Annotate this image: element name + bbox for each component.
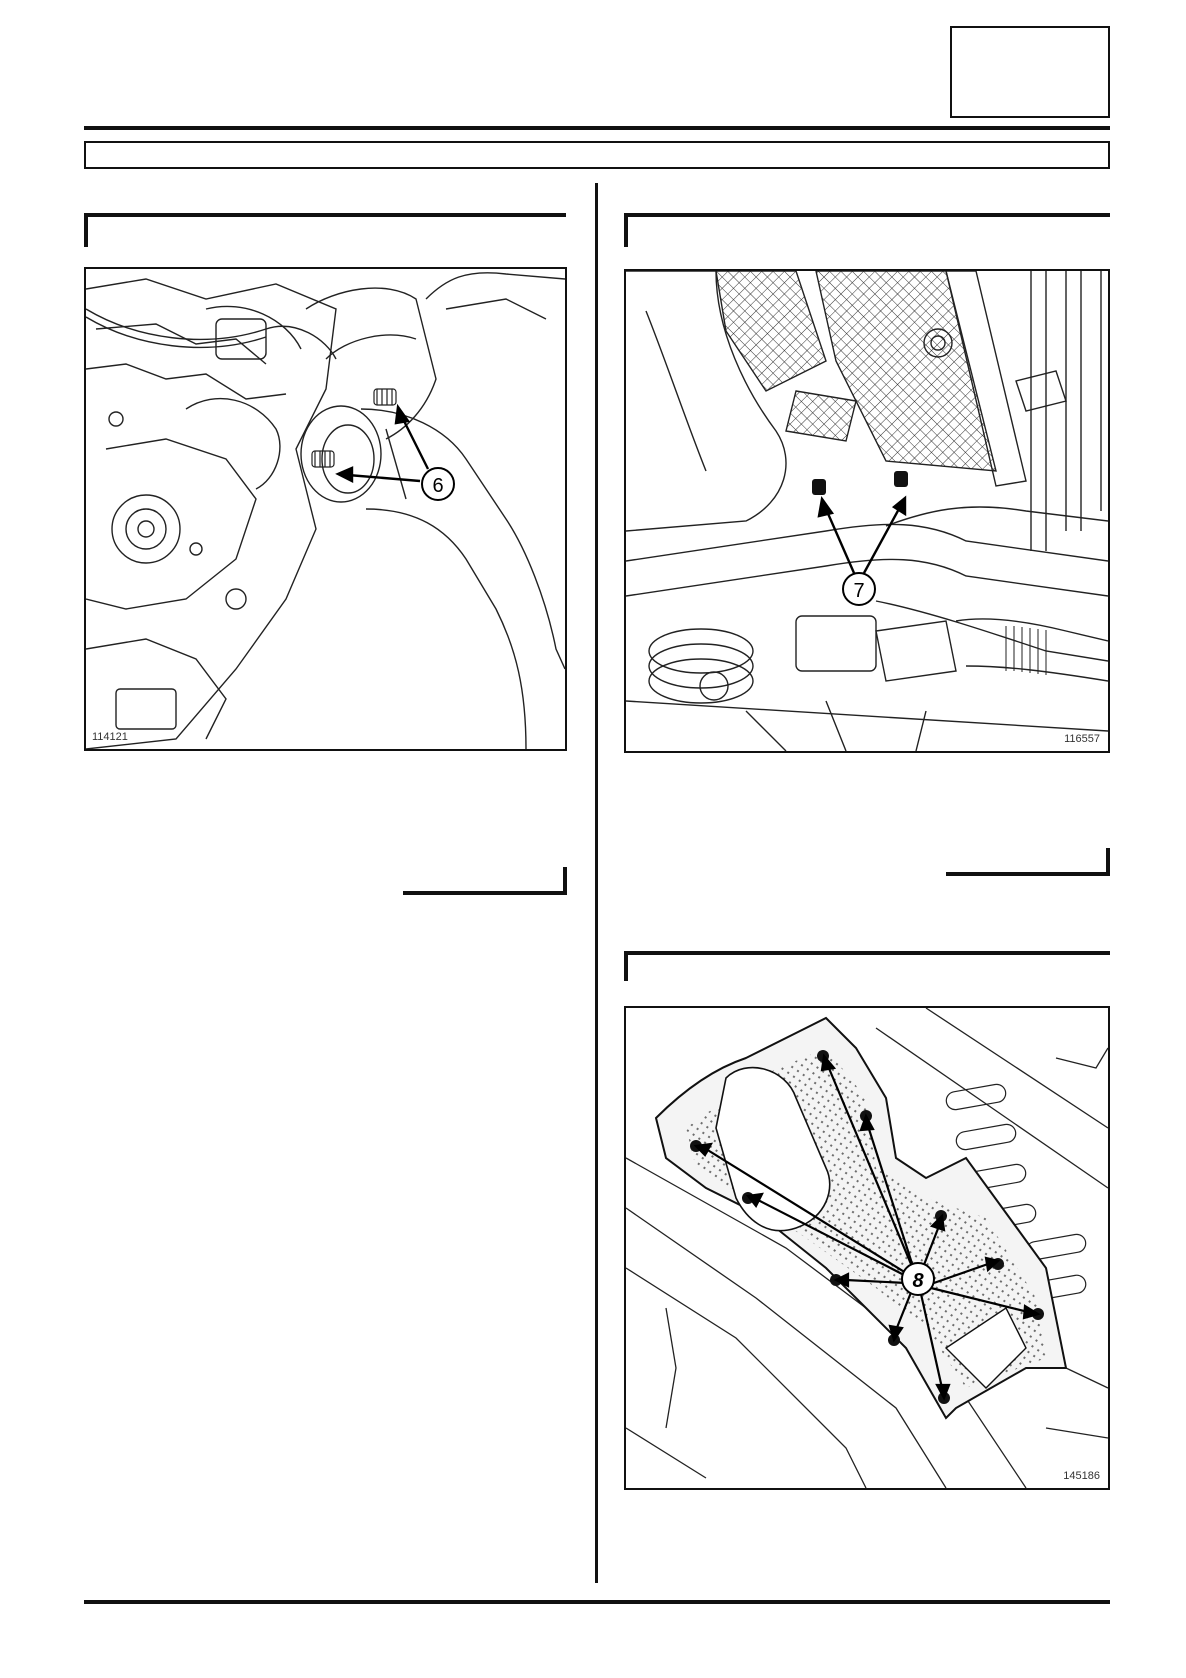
footer-rule bbox=[84, 1600, 1110, 1604]
figure-exhaust-flange bbox=[84, 267, 567, 751]
header-rule bbox=[84, 126, 1110, 130]
figure-heat-shield-nuts bbox=[624, 1006, 1110, 1490]
section-header-right-1 bbox=[624, 213, 1110, 247]
callout-7-label: 7 bbox=[853, 580, 865, 602]
figure-id-label: 114121 bbox=[92, 731, 128, 743]
figure-heat-shield-nuts-drawing bbox=[626, 1008, 1108, 1488]
page-number-box bbox=[950, 26, 1110, 118]
section-end-left bbox=[403, 867, 567, 895]
figure-exhaust-mounting-nuts bbox=[624, 269, 1110, 753]
section-header-left bbox=[84, 213, 566, 247]
figure-id-label: 116557 bbox=[1064, 733, 1100, 745]
section-header-right-2 bbox=[624, 951, 1110, 981]
column-divider bbox=[595, 183, 598, 1583]
banner-box bbox=[84, 141, 1110, 169]
figure-exhaust-mounting-nuts-drawing bbox=[626, 271, 1108, 751]
section-end-right-1 bbox=[946, 848, 1110, 876]
callout-6-label: 6 bbox=[432, 475, 444, 497]
figure-exhaust-flange-drawing bbox=[86, 269, 565, 749]
callout-8-label: 8 bbox=[912, 1270, 924, 1292]
figure-id-label: 145186 bbox=[1063, 1470, 1100, 1482]
